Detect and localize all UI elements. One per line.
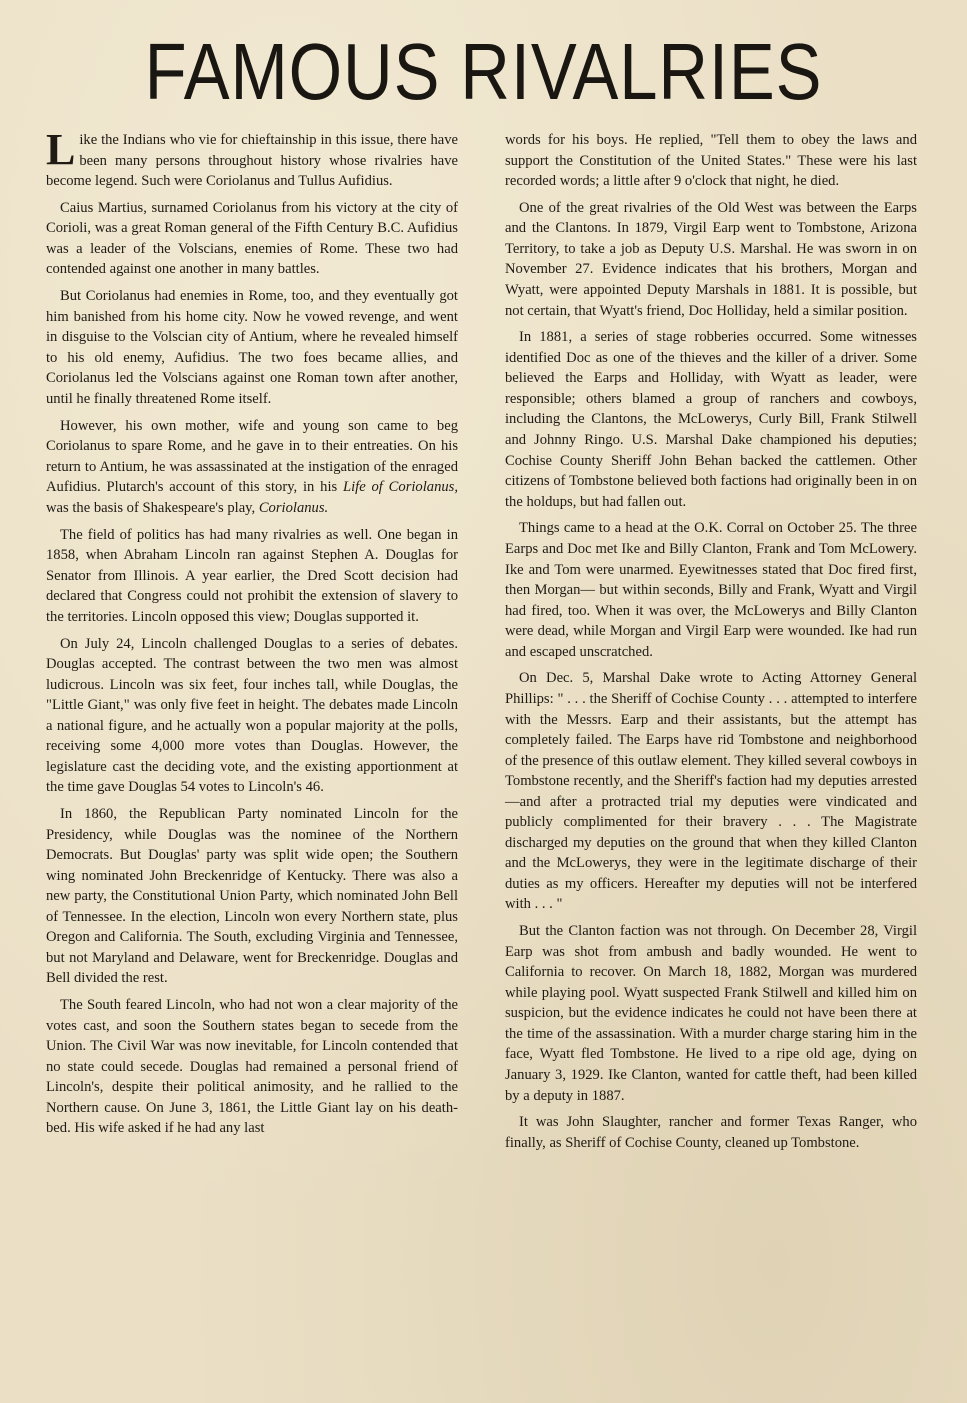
right-column (505, 130, 917, 1160)
paragraph: In 1881, a series of stage robberies occurred. Some witnesses identified Doc as one of the thieves and the killer of a driver. Some believed the Earps and Holliday, with Wyatt as leader, were responsible; others blamed a group of ranchers and cowboys, including the Clantons, the McLowerys, Curly Bill, Frank Stilwell and Johnny Ringo. U.S. Marshal Dake championed his deputies; Cochise County Sheriff John Behan backed the cattlemen. Other citizens of Tombstone believed both factions had originally been in on the holdups, but had fallen out. (505, 329, 917, 510)
paragraph: On Dec. 5, Marshal Dake wrote to Acting Attorney General Phillips: " . . . the Sheriff of Cochise County . . . attempted to interfere with the Messrs. Earp and their assistants, but the attempt has completely failed. The Earps have rid Tombstone and neighborhood of the presence of this outlaw element. They killed several cowboys in Tombstone recently, and the Sheriff's faction had my deputies arrested—and after a protracted trial my deputies were vindicated and publicly complimented for their bravery . . . The Magistrate discharged my deputies on the ground that when they killed Clanton and the McLowerys, they were in the legitimate discharge of their duties as my officers. Hereafter my deputies will not be interfered with . . . " (505, 670, 917, 913)
paragraph-text: was the basis of Shakespeare's play, (46, 499, 259, 516)
paragraph: One of the great rivalries of the Old West was between the Earps and the Clantons. In 1879, Virgil Earp went to Tombstone, Arizona Territory, to take a job as Deputy U.S. Marshal. He was sworn in on November 27. Evidence indicates that his brothers, Morgan and Wyatt, were appointed Deputy Marshals in 1881. It is possible, but not certain, that Wyatt's friend, Doc Holliday, held a similar position. (505, 199, 917, 319)
paragraph-text: ike the Indians who vie for chieftainship in this issue, there have been many persons throughout history whose rivalries have become legend. Such were Coriolanus and Tullus Aufidius. (46, 132, 458, 190)
paragraph: Things came to a head at the O.K. Corral on October 25. The three Earps and Doc met Ike and Billy Clanton, Frank and Tom McLowery. Ike and Tom were unarmed. Eyewitnesses stated that Doc fired first, then Morgan— but within seconds, Billy and Frank, Wyatt and Virgil had fired, too. When it was over, the McLowerys and Billy Clanton were dead, while Morgan and Virgil Earp were wounded. Ike had run and escaped unscratched. (505, 520, 917, 660)
paragraph (46, 416, 458, 519)
paragraph: words for his boys. He replied, "Tell them to obey the laws and support the Constitution of the United States." These were his last recorded words; a little after 9 o'clock that night, he died. (505, 132, 917, 190)
paragraph: The field of politics has had many rivalries as well. One began in 1858, when Abraham Lincoln ran against Stephen A. Douglas for Senator from Illinois. A year earlier, the Dred Scott decision had declared that Congress could not prohibit the extension of slavery to the territories. Lincoln opposed this view; Douglas supported it. (46, 526, 458, 625)
paragraph: But Coriolanus had enemies in Rome, too, and they eventually got him banished from his home city. Now he vowed revenge, and went in disguise to the Volscian city of Antium, where he revealed himself to his old enemy, Aufidius. The two foes became allies, and Coriolanus led the Volscians against one Roman town after another, until he finally threatened Rome itself. (46, 288, 458, 407)
drop-cap: L (46, 125, 76, 174)
paragraph: On July 24, Lincoln challenged Douglas to a series of debates. Douglas accepted. The contrast between the two men was almost ludicrous. Lincoln was six feet, four inches tall, while Douglas, the "Little Giant," was only five feet in height. The debates made Lincoln a national figure, and he actually won a popular majority at the polls, receiving some 4,000 more votes than Douglas. However, the legislature cast the deciding vote, and the existing apportionment at the time gave Douglas 54 votes to Lincoln's 46. (46, 635, 458, 796)
left-column (46, 125, 458, 1145)
play-title: Coriolanus. (258, 499, 329, 516)
paragraph (46, 125, 458, 192)
page-title: FAMOUS RIVALRIES (144, 27, 823, 116)
paragraph: Caius Martius, surnamed Coriolanus from his victory at the city of Corioli, was a great Roman general of the Fifth Century B.C. Aufidius was a leader of the Volscians, enemies of Rome. These two had contended against one another in many battles. (46, 199, 458, 278)
paragraph: It was John Slaughter, rancher and former Texas Ranger, who finally, as Sheriff of Cochise County, cleaned up Tombstone. (505, 1114, 917, 1151)
book-title: Life of Coriolanus, (343, 479, 458, 496)
paragraph: The South feared Lincoln, who had not won a clear majority of the votes cast, and soon the Southern states began to secede from the Union. The Civil War was now inevitable, for Lincoln contended that no state could secede. Douglas had remained a personal friend of Lincoln's, despite their political animosity, and he rallied to the Northern cause. On June 3, 1861, the Little Giant lay on his death-bed. His wife asked if he had any last (46, 997, 458, 1137)
paragraph-text: However, his own mother, wife and young son came to beg Coriolanus to spare Rome, and he gave in to their entreaties. On his return to Antium, he was assassinated at the instigation of the enraged Aufidius. Plutarch's account of this story, in his (46, 417, 458, 496)
paragraph: But the Clanton faction was not through. On December 28, Virgil Earp was shot from ambush and badly wounded. He went to California to recover. On March 18, 1882, Morgan was murdered while playing pool. Wyatt suspected Frank Stilwell and killed him on suspicion, but the evidence indicates he could not have been there at the time of the assassination. With a murder charge staring him in the face, Wyatt fled Tombstone. He lived to a ripe old age, dying on January 3, 1929. Ike Clanton, wanted for cattle theft, had been killed by a deputy in 1887. (505, 923, 917, 1104)
paragraph: In 1860, the Republican Party nominated Lincoln for the Presidency, while Douglas was the nominee of the Northern Democrats. But Douglas' party was split wide open; the Southern wing nominated John Breckenridge of Kentucky. There was also a new party, the Constitutional Union Party, which nominated John Bell of Tennessee. In the election, Lincoln won every Northern state, plus Oregon and California. The South, excluding Virginia and Tennessee, but not Maryland and Delaware, went for Breckenridge. Douglas and Bell divided the rest. (46, 806, 458, 987)
